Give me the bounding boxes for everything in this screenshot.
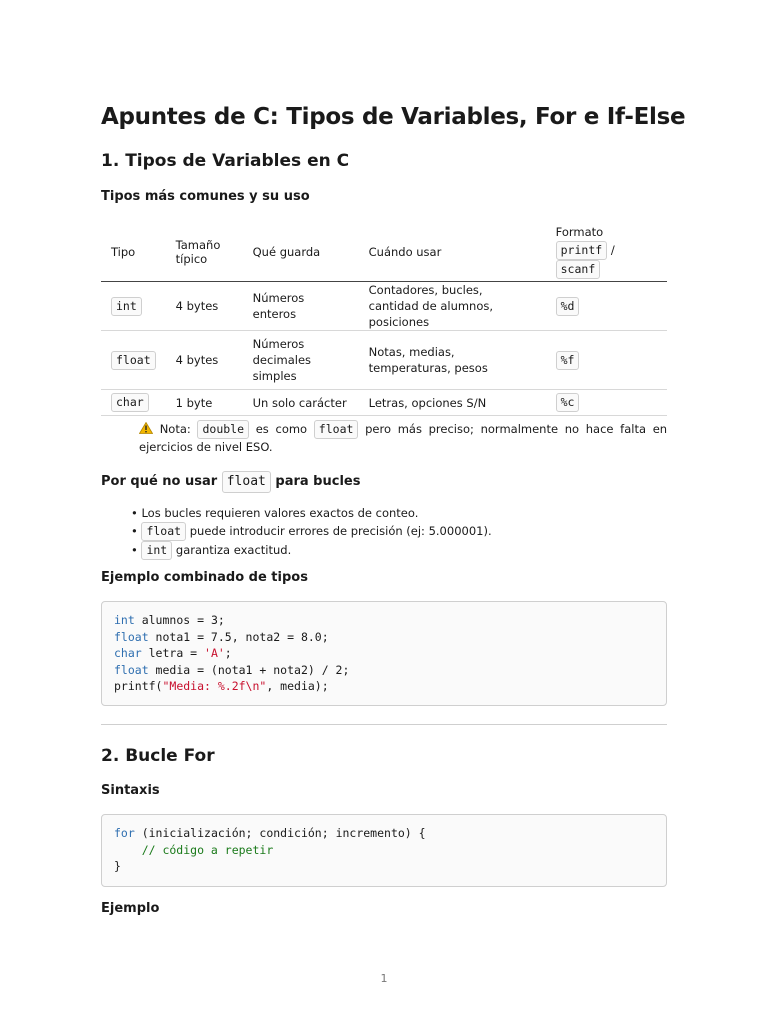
code-keyword: char <box>114 646 142 660</box>
code-keyword: for <box>114 826 135 840</box>
cell-formato <box>546 282 667 331</box>
section-heading-for: 2. Bucle For <box>101 746 215 766</box>
cell-usar: Notas, medias, temperaturas, pesos <box>359 331 546 390</box>
header-tamano: Tamaño típico <box>166 222 243 282</box>
code-text: ; <box>224 646 232 660</box>
cell-tamano: 1 byte <box>166 390 243 416</box>
bullet-text: Los bucles requieren valores exactos de conteo. <box>141 506 419 520</box>
bullet-code-float: float <box>141 522 186 541</box>
page-number: 1 <box>380 972 388 985</box>
format-code: %c <box>556 393 580 412</box>
subheading-example: Ejemplo <box>101 901 160 916</box>
list-item <box>131 505 492 522</box>
format-code: %d <box>556 297 580 316</box>
header-formato <box>546 222 667 282</box>
code-text: , media); <box>266 679 329 693</box>
bullet-marker: • <box>131 524 138 538</box>
note-prefix: Nota: <box>159 422 191 436</box>
cell-guarda: Números decimales simples <box>243 331 359 390</box>
code-keyword: int <box>114 613 135 627</box>
why-pre: Por qué no usar <box>101 474 218 489</box>
cell-tipo <box>101 390 166 416</box>
header-printf-code: printf <box>556 241 608 260</box>
bullet-marker: • <box>131 506 138 520</box>
why-code-float: float <box>222 471 271 493</box>
types-table <box>101 222 667 416</box>
cell-tamano: 4 bytes <box>166 282 243 331</box>
code-block-for-syntax <box>101 814 667 887</box>
cell-tamano: 4 bytes <box>166 331 243 390</box>
note-code-float: float <box>314 420 359 439</box>
code-comment: // código a repetir <box>114 842 274 857</box>
table-row <box>101 390 667 416</box>
table-row <box>101 331 667 390</box>
note-code-double: double <box>197 420 249 439</box>
page-title: Apuntes de C: Tipos de Variables, For e If-Else <box>101 104 686 130</box>
cell-guarda: Un solo carácter <box>243 390 359 416</box>
header-scanf-code: scanf <box>556 260 601 279</box>
type-code: char <box>111 393 149 412</box>
code-keyword: float <box>114 629 149 644</box>
why-bullet-list <box>131 505 492 560</box>
section-divider <box>101 724 667 725</box>
note-mid: es como <box>255 422 308 436</box>
warning-icon <box>139 422 153 434</box>
cell-usar: Contadores, bucles, cantidad de alumnos, posiciones <box>359 282 546 331</box>
cell-guarda: Números enteros <box>243 282 359 331</box>
code-text: (inicialización; condición; incremento) { <box>134 826 426 840</box>
code-text: } <box>114 859 121 873</box>
bullet-text: puede introducir errores de precisión (ej: 5.000001). <box>189 524 492 538</box>
bullet-marker: • <box>131 543 138 557</box>
cell-usar: Letras, opciones S/N <box>359 390 546 416</box>
format-code: %f <box>556 351 580 370</box>
type-code: float <box>111 351 156 370</box>
cell-formato <box>546 331 667 390</box>
subheading-syntax: Sintaxis <box>101 783 160 798</box>
cell-tipo <box>101 282 166 331</box>
header-guarda: Qué guarda <box>243 222 359 282</box>
bullet-text: garantiza exactitud. <box>175 543 292 557</box>
header-tipo: Tipo <box>101 222 166 282</box>
subheading-combined-example: Ejemplo combinado de tipos <box>101 570 308 585</box>
subheading-why-not-float <box>101 471 360 493</box>
code-text: media = (nota1 + nota2) / 2; <box>148 662 350 677</box>
bullet-code-int: int <box>141 541 172 560</box>
code-text: letra = <box>141 646 205 660</box>
cell-formato <box>546 390 667 416</box>
code-keyword: float <box>114 662 149 677</box>
code-string: "Media: %.2f\n" <box>162 679 267 693</box>
table-row <box>101 282 667 331</box>
code-text: alumnos = 3; <box>134 613 225 627</box>
code-text: printf( <box>114 679 163 693</box>
section-heading-variables: 1. Tipos de Variables en C <box>101 151 350 171</box>
code-block-types <box>101 601 667 706</box>
cell-tipo <box>101 331 166 390</box>
code-string: 'A' <box>204 646 225 660</box>
why-post: para bucles <box>275 474 361 489</box>
header-slash: / <box>610 243 615 257</box>
header-formato-label: Formato <box>555 225 604 239</box>
note-rest: pero más preciso; normalmente no hace falta en ejercicios de nivel ESO. <box>139 422 668 454</box>
header-usar: Cuándo usar <box>359 222 546 282</box>
list-item <box>131 522 492 541</box>
list-item <box>131 541 492 560</box>
type-code: int <box>111 297 142 316</box>
note-paragraph <box>139 420 667 456</box>
table-header-row <box>101 222 667 282</box>
code-text: nota1 = 7.5, nota2 = 8.0; <box>148 629 329 644</box>
subheading-common-types: Tipos más comunes y su uso <box>101 189 310 204</box>
